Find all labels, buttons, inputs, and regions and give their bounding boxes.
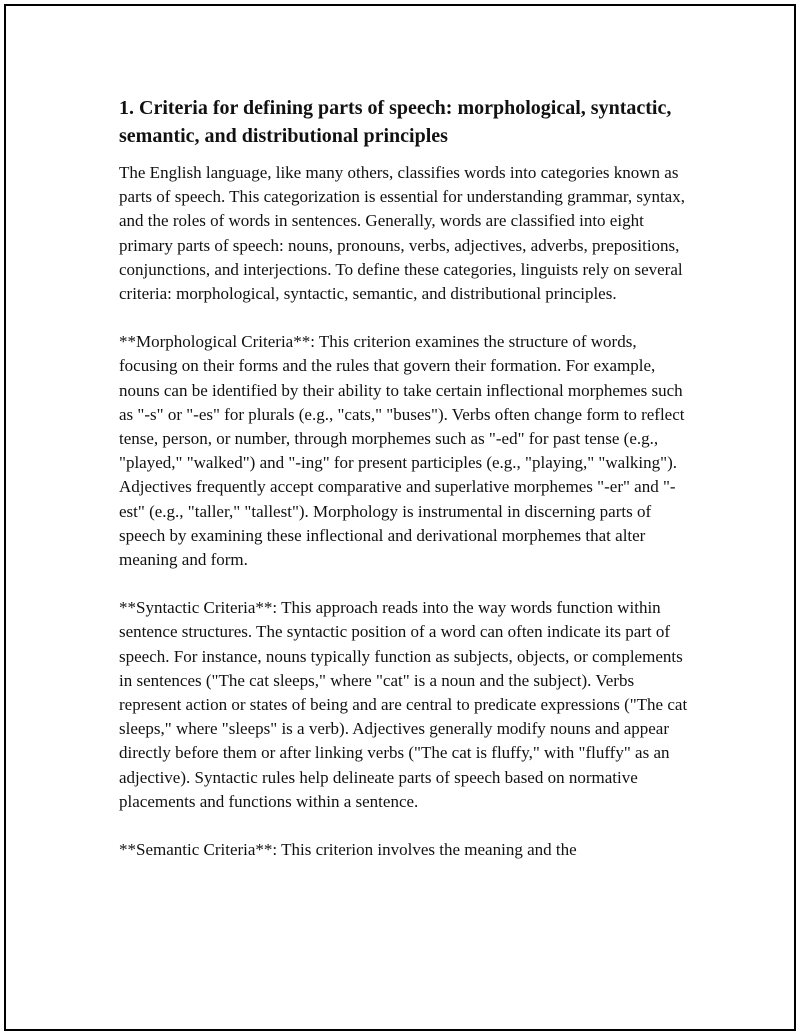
document-body xyxy=(119,94,689,886)
page-frame xyxy=(4,4,796,1031)
section-heading: 1. Criteria for defining parts of speech: morphological, syntactic, semantic, and distributional principles xyxy=(119,97,672,147)
paragraph-semantic-criteria: **Semantic Criteria**: This criterion involves the meaning and the xyxy=(119,840,577,860)
paragraph-introduction: The English language, like many others, classifies words into categories known as parts of speech. This categorization is essential for understanding grammar, syntax, and the roles of words in sentences. Generally, words are classified into eight primary parts of speech: nouns, pronouns, verbs, adjectives, adverbs, prepositions, conjunctions, and interjections. To define these categories, linguists rely on several criteria: morphological, syntactic, semantic, and distributional principles. xyxy=(119,163,685,304)
paragraph-syntactic-criteria: **Syntactic Criteria**: This approach reads into the way words function within sentence structures. The syntactic position of a word can often indicate its part of speech. For instance, nouns typically function as subjects, objects, or complements in sentences ("The cat sleeps," where "cat" is a noun and the subject). Verbs represent action or states of being and are central to predicate expressions ("The cat sleeps," where "sleeps" is a verb). Adjectives generally modify nouns and appear directly before them or after linking verbs ("The cat is fluffy," with "fluffy" as an adjective). Syntactic rules help delineate parts of speech based on normative placements and functions within a sentence. xyxy=(119,598,688,811)
paragraph-morphological-criteria: **Morphological Criteria**: This criterion examines the structure of words, focusing on their forms and the rules that govern their formation. For example, nouns can be identified by their ability to take certain inflectional morphemes such as "-s" or "-es" for plurals (e.g., "cats," "buses"). Verbs often change form to reflect tense, person, or number, through morphemes such as "-ed" for past tense (e.g., "played," "walked") and "-ing" for present participles (e.g., "playing," "walking"). Adjectives frequently accept comparative and superlative morphemes "-er" and "-est" (e.g., "taller," "tallest"). Morphology is instrumental in discerning parts of speech by examining these inflectional and derivational morphemes that alter meaning and form. xyxy=(119,332,685,570)
